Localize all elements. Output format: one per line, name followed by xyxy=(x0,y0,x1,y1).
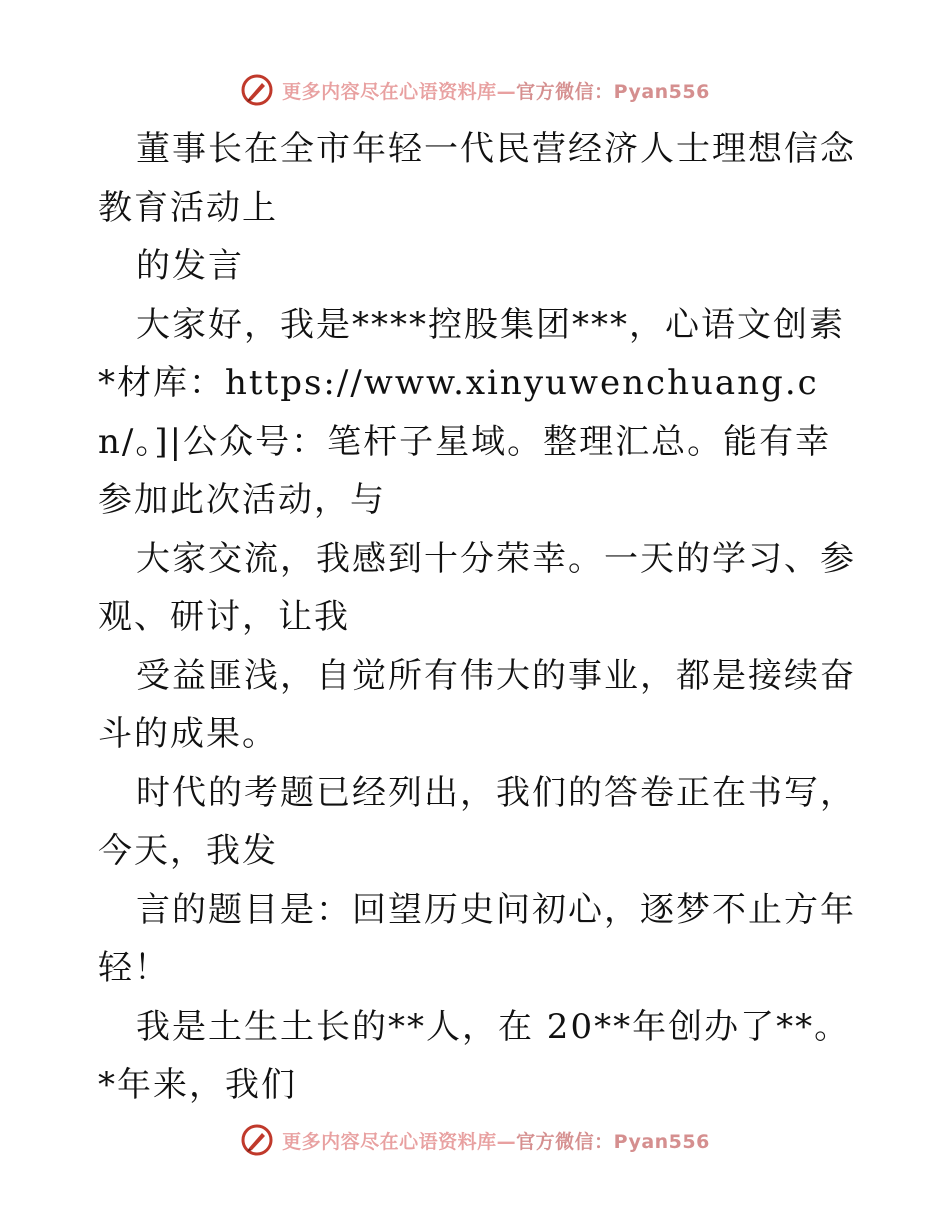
banner-text xyxy=(282,1127,710,1154)
banner-wechat-label: 官方微信：Pyan556 xyxy=(516,1130,710,1153)
banner-text xyxy=(282,77,710,104)
paragraph: 大家好，我是****控股集团***，心语文创素*材库：https://www.xinyuwenchuang.cn/。]|公众号：笔杆子星域。整理汇总。能有幸参加此次活动，与 xyxy=(98,304,845,520)
banner-separator: — xyxy=(496,1130,517,1153)
paragraph: 大家交流，我感到十分荣幸。一天的学习、参观、研讨，让我 xyxy=(98,538,856,637)
document-body xyxy=(98,120,858,1115)
paragraph: 我是土生土长的**人，在 20**年创办了**。*年来，我们 xyxy=(98,1006,851,1105)
banner-main-text: 更多内容尽在心语资料库 xyxy=(282,80,497,103)
paragraph: 言的题目是：回望历史问初心，逐梦不止方年轻！ xyxy=(98,889,856,988)
paragraph: 受益匪浅，自觉所有伟大的事业，都是接续奋斗的成果。 xyxy=(98,655,856,754)
footer-banner xyxy=(0,1120,950,1160)
pen-logo-icon xyxy=(240,73,274,107)
banner-separator: — xyxy=(496,80,517,103)
pen-logo-icon xyxy=(240,1123,274,1157)
paragraph-title: 董事长在全市年轻一代民营经济人士理想信念教育活动上 xyxy=(98,129,856,228)
header-banner xyxy=(0,70,950,110)
banner-main-text: 更多内容尽在心语资料库 xyxy=(282,1130,497,1153)
paragraph-title-cont: 的发言 xyxy=(136,246,244,286)
paragraph: 时代的考题已经列出，我们的答卷正在书写，今天，我发 xyxy=(98,772,856,871)
banner-wechat-label: 官方微信：Pyan556 xyxy=(516,80,710,103)
